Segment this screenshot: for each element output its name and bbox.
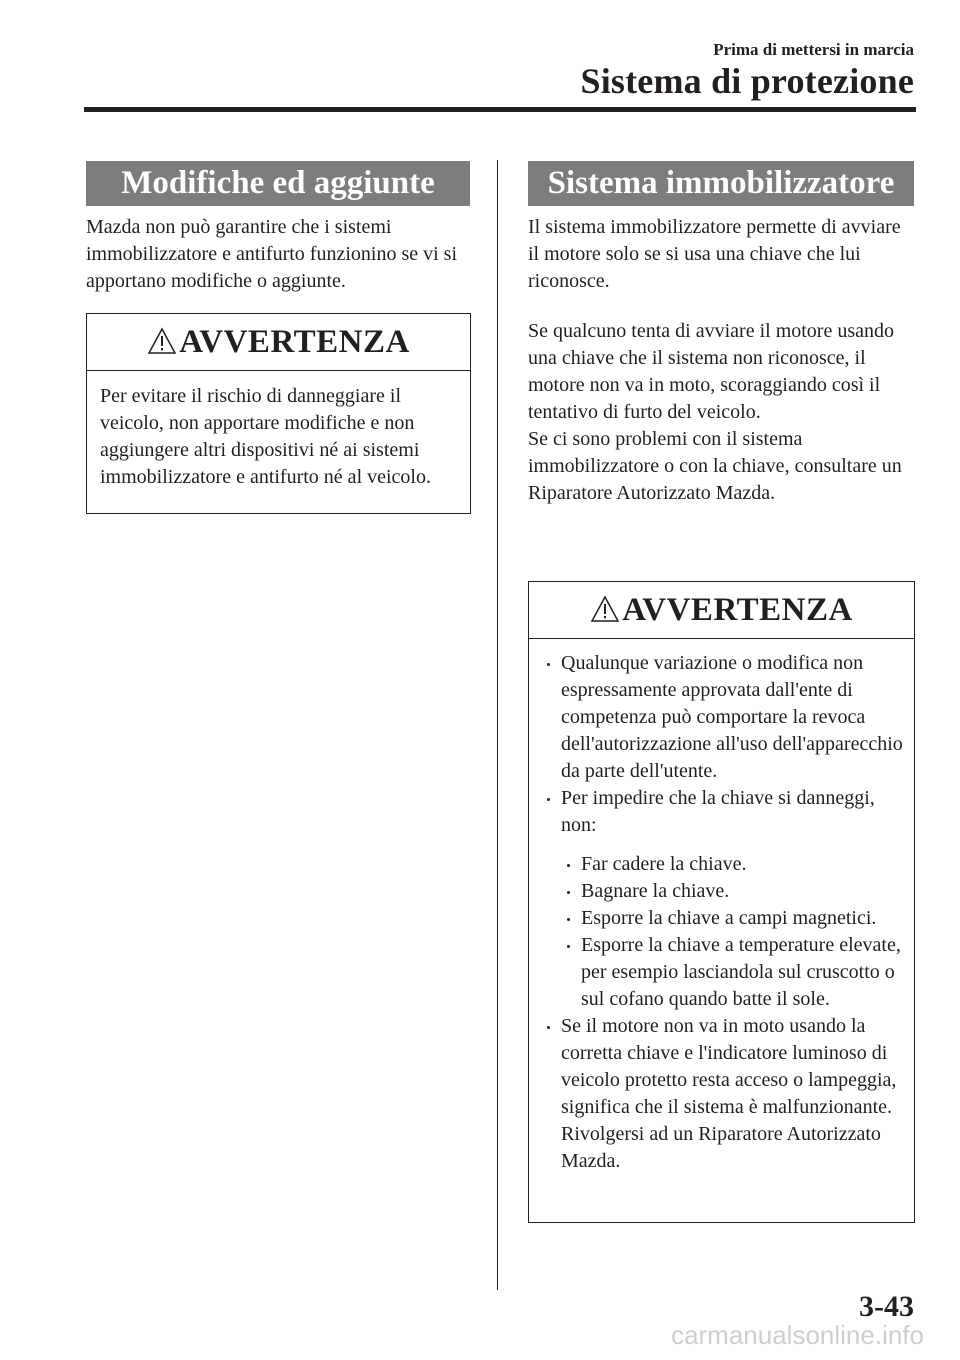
chapter-subtitle: Prima di mettersi in marcia [713, 40, 914, 59]
section-heading-immobilizzatore: Sistema immobilizzatore [528, 161, 914, 206]
bullet-item: Se il motore non va in moto usando la corretta chiave e l'indicatore luminoso di veicolo protetto resta acceso o lampeggia, significa che il sistema è malfunzionante. Rivolgersi ad un Riparatore Autorizzato Mazda. [541, 1013, 904, 1175]
immobilizzatore-paragraph-3: Se ci sono problemi con il sistema immobilizzatore o con la chiave, consultare un Riparatore Autorizzato Mazda. [528, 428, 902, 504]
column-divider [497, 160, 498, 1290]
section-heading-modifiche: Modifiche ed aggiunte [86, 161, 470, 206]
watermark-text: carmanualsonline.info [671, 1320, 924, 1350]
header-rule [84, 107, 916, 112]
warning-title: AVVERTENZA [622, 591, 853, 628]
warning-header [87, 314, 470, 371]
immobilizzatore-paragraphs [528, 214, 914, 507]
sub-bullet-item: Esporre la chiave a campi magnetici. [561, 905, 904, 932]
warning-text: Per evitare il rischio di danneggiare il veicolo, non apportare modifiche e non aggiungere altri dispositivi né ai sistemi immobilizzatore e antifurto né al veicolo. [100, 385, 431, 488]
page-number: 3-43 [859, 1290, 914, 1323]
chapter-title: Sistema di protezione [580, 61, 914, 101]
sub-bullet-list [561, 851, 904, 1013]
warning-bullet-list [541, 650, 904, 1175]
warning-triangle-icon [590, 595, 620, 623]
warning-body [529, 639, 914, 1175]
warning-box-immobilizzatore [528, 581, 915, 1223]
immobilizzatore-paragraph-1: Il sistema immobilizzatore permette di avviare il motore solo se si usa una chiave che lui riconosce. [528, 216, 901, 292]
warning-body [87, 371, 470, 491]
sub-bullet-item: Bagnare la chiave. [561, 878, 904, 905]
warning-box-modifiche [86, 313, 471, 514]
modifiche-text: Mazda non può garantire che i sistemi immobilizzatore e antifurto funzionino se vi si apportano modifiche o aggiunte. [86, 216, 458, 292]
modifiche-paragraph [86, 214, 470, 295]
warning-triangle-icon [147, 327, 177, 355]
sub-bullet-item: Esporre la chiave a temperature elevate, per esempio lasciandola sul cruscotto o sul cofano quando batte il sole. [561, 932, 904, 1013]
warning-title: AVVERTENZA [179, 323, 410, 360]
sub-bullet-item: Far cadere la chiave. [561, 851, 904, 878]
warning-header [529, 582, 914, 639]
bullet-item: Qualunque variazione o modifica non espressamente approvata dall'ente di competenza può comportare la revoca dell'autorizzazione all'uso dell'apparecchio da parte dell'utente. [541, 650, 904, 785]
immobilizzatore-paragraph-2: Se qualcuno tenta di avviare il motore usando una chiave che il sistema non riconosce, il motore non va in moto, scoraggiando così il tentativo di furto del veicolo. [528, 320, 895, 423]
bullet-item: Per impedire che la chiave si danneggi, non: Far cadere la chiave. Bagnare la chiave. Esporre la chiave a campi magnetici. Esporre la chiave a temperature elevate, per esempio lasciandola sul cruscotto o sul cofano quando batte il sole. [541, 785, 904, 1013]
